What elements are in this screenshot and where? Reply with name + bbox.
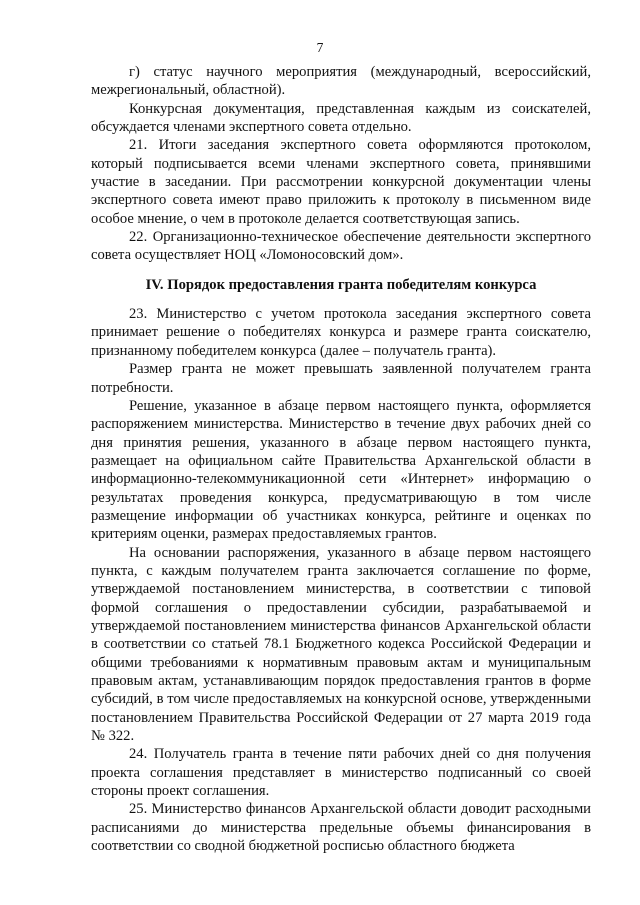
paragraph-status-item: г) статус научного мероприятия (международный, всероссийский, межрегиональный, областной). xyxy=(91,64,591,99)
paragraph-item-25: 25. Министерство финансов Архангельской области доводит расходными расписаниями до министерства предельные объемы финансирования в соответствии со сводной бюджетной росписью областного бюджета xyxy=(91,801,591,855)
section-heading: IV. Порядок предоставления гранта победителям конкурса xyxy=(145,276,537,293)
paragraph-item-23: 23. Министерство с учетом протокола заседания экспертного совета принимает решение о победителях конкурса и размере гранта соискателю, признанному победителем конкурса (далее – получатель гранта). xyxy=(91,306,591,359)
paragraph-item-22: 22. Организационно-техническое обеспечение деятельности экспертного совета осуществляет НОЦ «Ломоносовский дом». xyxy=(91,229,591,264)
page-number: 7 xyxy=(316,40,324,55)
document-body xyxy=(91,63,591,855)
paragraph-item-21: 21. Итоги заседания экспертного совета оформляются протоколом, который подписывается всеми членами экспертного совета, принявшими участие в заседании. При рассмотрении конкурсной документации члены экспертного совета имеют право приложить к протоколу в письменном виде особое мнение, о чем в протоколе делается соответствующая запись. xyxy=(91,137,591,227)
paragraph-documentation: Конкурсная документация, представленная каждым из соискателей, обсуждается членами экспертного совета отдельно. xyxy=(91,100,591,136)
paragraph-grant-size: Размер гранта не может превышать заявленной получателем гранта потребности. xyxy=(91,361,591,396)
paragraph-item-24: 24. Получатель гранта в течение пяти рабочих дней со дня получения проекта соглашения представляет в министерство подписанный со своей стороны проект соглашения. xyxy=(91,746,591,800)
paragraph-agreement: На основании распоряжения, указанного в абзаце первом настоящего пункта, с каждым получателем гранта заключается соглашение по форме, утверждаемой постановлением министерства, в соответствии с типовой формой соглашения о предоставлении субсидии, разрабатываемой и утверждаемой постановлением министерства финансов Архангельской области в соответствии со статьей 78.1 Бюджетного кодекса Российской Федерации и общими требованиями к нормативным правовым актам и муниципальным правовым актам, устанавливающим порядок предоставления грантов в форме субсидий, в том числе предоставляемых на конкурсной основе, утвержденными постановлением Правительства Российской Федерации от 27 марта 2019 года № 322. xyxy=(91,544,591,745)
paragraph-decision: Решение, указанное в абзаце первом настоящего пункта, оформляется распоряжением министерства. Министерство в течение двух рабочих дней со дня принятия решения, указанного в абзаце первом настоящего пункта, размещает на официальном сайте Правительства Архангельской области в информационно-телекоммуникационной сети «Интернет» информацию о результатах проведения конкурса, предусматривающую в том числе размещение информации об участниках конкурса, рейтинге и оценках по критериям оценки, размерах предоставляемых грантов. xyxy=(91,397,591,543)
